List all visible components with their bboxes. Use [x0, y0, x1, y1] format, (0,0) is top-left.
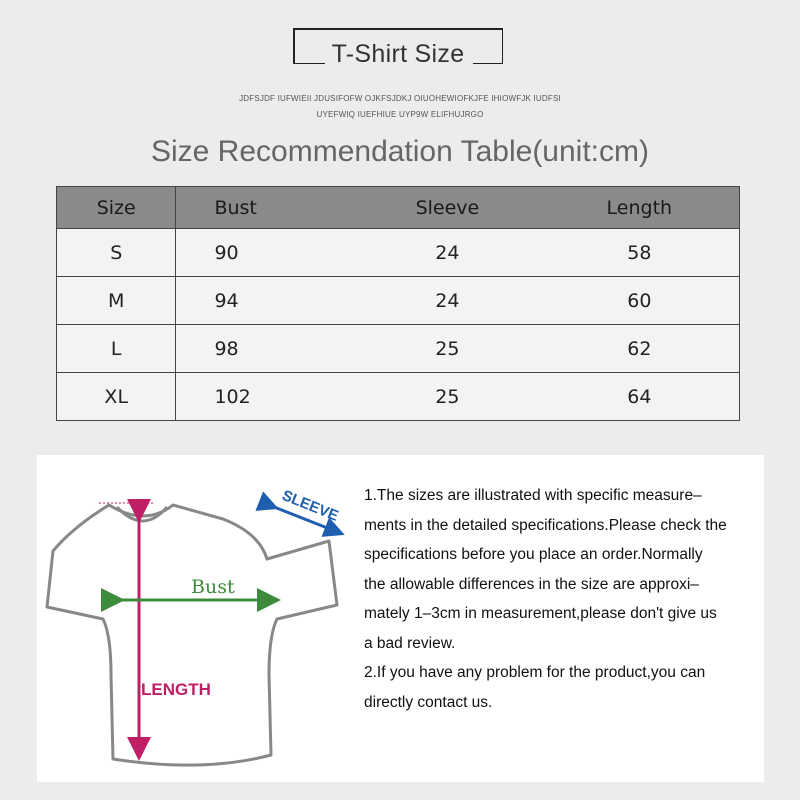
cell-size: L [57, 325, 176, 373]
cell-bust: 102 [176, 373, 355, 421]
note-line: specifications before you place an order.Normally [364, 546, 703, 563]
sleeve-label: SLEEVE [279, 486, 341, 525]
table-row [57, 325, 740, 373]
cell-length: 64 [540, 373, 740, 421]
cell-size: S [57, 229, 176, 277]
cell-sleeve: 25 [355, 325, 540, 373]
size-table [56, 186, 740, 421]
cell-bust: 94 [176, 277, 355, 325]
cell-sleeve: 24 [355, 229, 540, 277]
note-line: mately 1–3cm in measurement,please don't give us [364, 605, 717, 622]
header-sleeve: Sleeve [355, 187, 540, 229]
note-line: the allowable differences in the size are approxi– [364, 575, 699, 593]
note-line: directly contact us. [364, 693, 493, 711]
table-row [57, 277, 740, 325]
cell-length: 62 [540, 325, 740, 373]
cell-size: M [57, 277, 176, 325]
table-title: Size Recommendation Table(unit:cm) [150, 135, 649, 168]
header-length: Length [540, 187, 740, 229]
cell-length: 60 [540, 277, 740, 325]
cell-size: XL [57, 373, 176, 421]
page-title: T-Shirt Size [331, 40, 465, 68]
note-line: ments in the detailed specifications.Please check the [364, 516, 727, 534]
cell-sleeve: 24 [355, 277, 540, 325]
note-line: 1.The sizes are illustrated with specific measure– [364, 487, 702, 504]
note-line: 2.If you have any problem for the product,you can [364, 664, 706, 681]
table-row [57, 229, 740, 277]
cell-sleeve: 25 [355, 373, 540, 421]
cell-length: 58 [540, 229, 740, 277]
note-line: a bad review. [364, 634, 456, 652]
header [0, 0, 800, 130]
header-bust: Bust [176, 187, 355, 229]
bust-label: Bust [191, 576, 235, 598]
cell-bust: 98 [176, 325, 355, 373]
cell-bust: 90 [176, 229, 355, 277]
subtitle-line-1: JDFSJDF IUFWIEII JDUSIFOFW OJKFSJDKJ OIUOHEWIOFKJFE IHIOWFJK IUDFSI [239, 94, 561, 103]
length-label: LENGTH [141, 680, 211, 699]
table-row [57, 373, 740, 421]
title-frame [293, 28, 503, 68]
tshirt-outline-icon [47, 505, 337, 765]
table-header-row [57, 187, 740, 229]
header-size: Size [57, 187, 176, 229]
notes [364, 481, 764, 717]
subtitle-line-2: UYEFWIQ IUEFHIUE UYP9W ELIFHUJRGO [316, 110, 484, 119]
